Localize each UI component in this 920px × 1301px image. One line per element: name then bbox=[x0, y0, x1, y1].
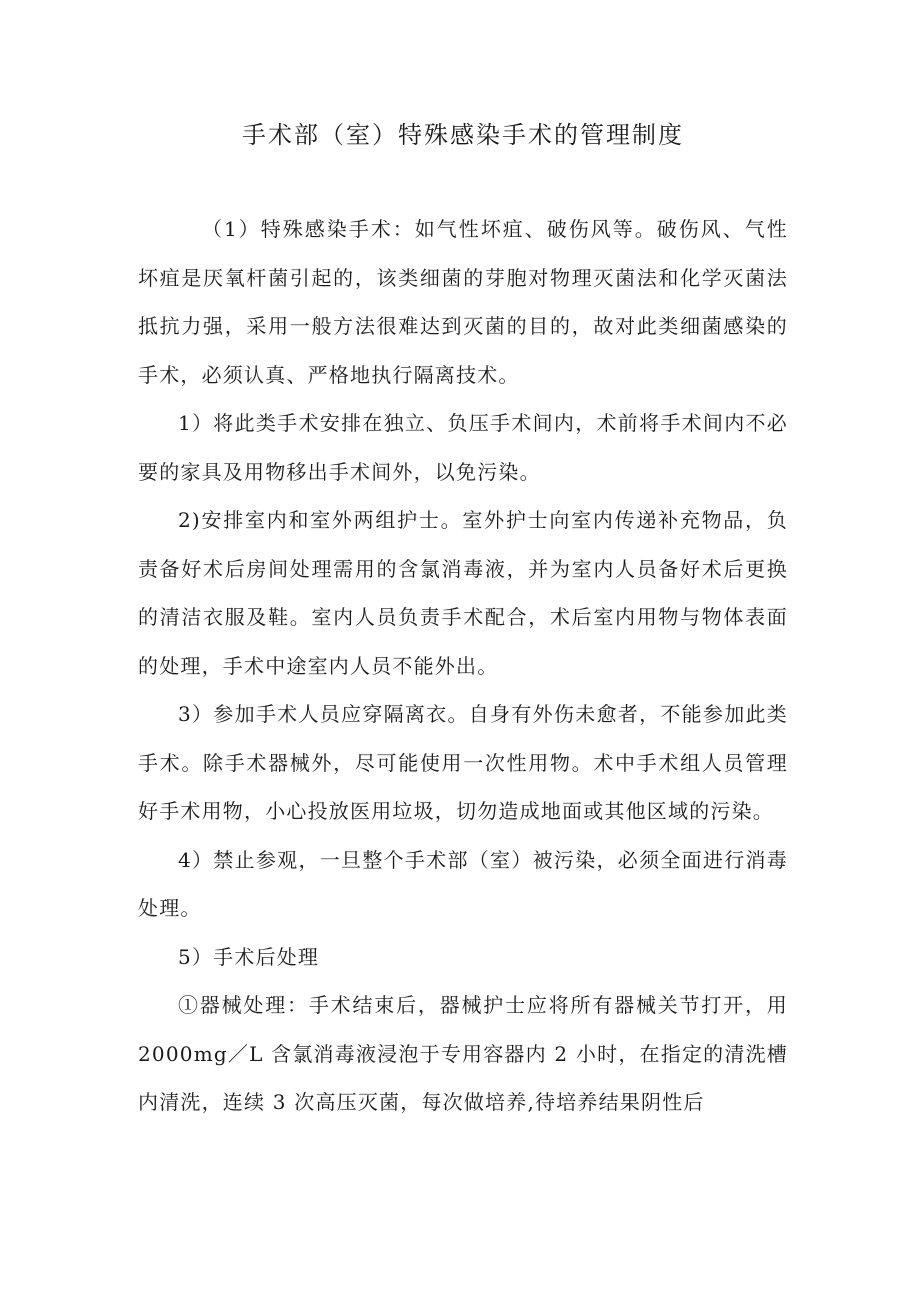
paragraph-instrument-handling: ①器械处理：手术结束后，器械护士应将所有器械关节打开，用 2000mg／L 含氯消毒液浸泡于专用容器内 2 小时，在指定的清洗槽内清洗，连续 3 次高压灭菌，每次做培养,待培养结果阴性后 bbox=[138, 993, 788, 1114]
paragraph-intro: （1）特殊感染手术：如气性坏疽、破伤风等。破伤风、气性坏疽是厌氧杆菌引起的，该类细菌的芽胞对物理灭菌法和化学灭菌法抵抗力强，采用一般方法很难达到灭菌的目的，故对此类细菌感染的手术，必须认真、严格地执行隔离技术。 bbox=[138, 217, 788, 387]
document-title: 手术部（室）特殊感染手术的管理制度 bbox=[242, 121, 684, 149]
paragraph-item-1: 1）将此类手术安排在独立、负压手术间内，术前将手术间内不必要的家具及用物移出手术间外，以免污染。 bbox=[138, 411, 788, 484]
paragraph-item-3: 3）参加手术人员应穿隔离衣。自身有外伤未愈者，不能参加此类手术。除手术器械外，尽可能使用一次性用物。术中手术组人员管理好手术用物，小心投放医用垃圾，切勿造成地面或其他区域的污染。 bbox=[138, 702, 788, 823]
paragraph-item-5: 5）手术后处理 bbox=[178, 944, 320, 969]
paragraph-item-4: 4）禁止参观，一旦整个手术部（室）被污染，必须全面进行消毒处理。 bbox=[138, 847, 788, 920]
document-body bbox=[138, 205, 788, 1127]
paragraph-item-2: 2)安排室内和室外两组护士。室外护士向室内传递补充物品，负责备好术后房间处理需用的含氯消毒液，并为室内人员备好术后更换的清洁衣服及鞋。室内人员负责手术配合，术后室内用物与物体表面的处理，手术中途室内人员不能外出。 bbox=[138, 508, 788, 678]
